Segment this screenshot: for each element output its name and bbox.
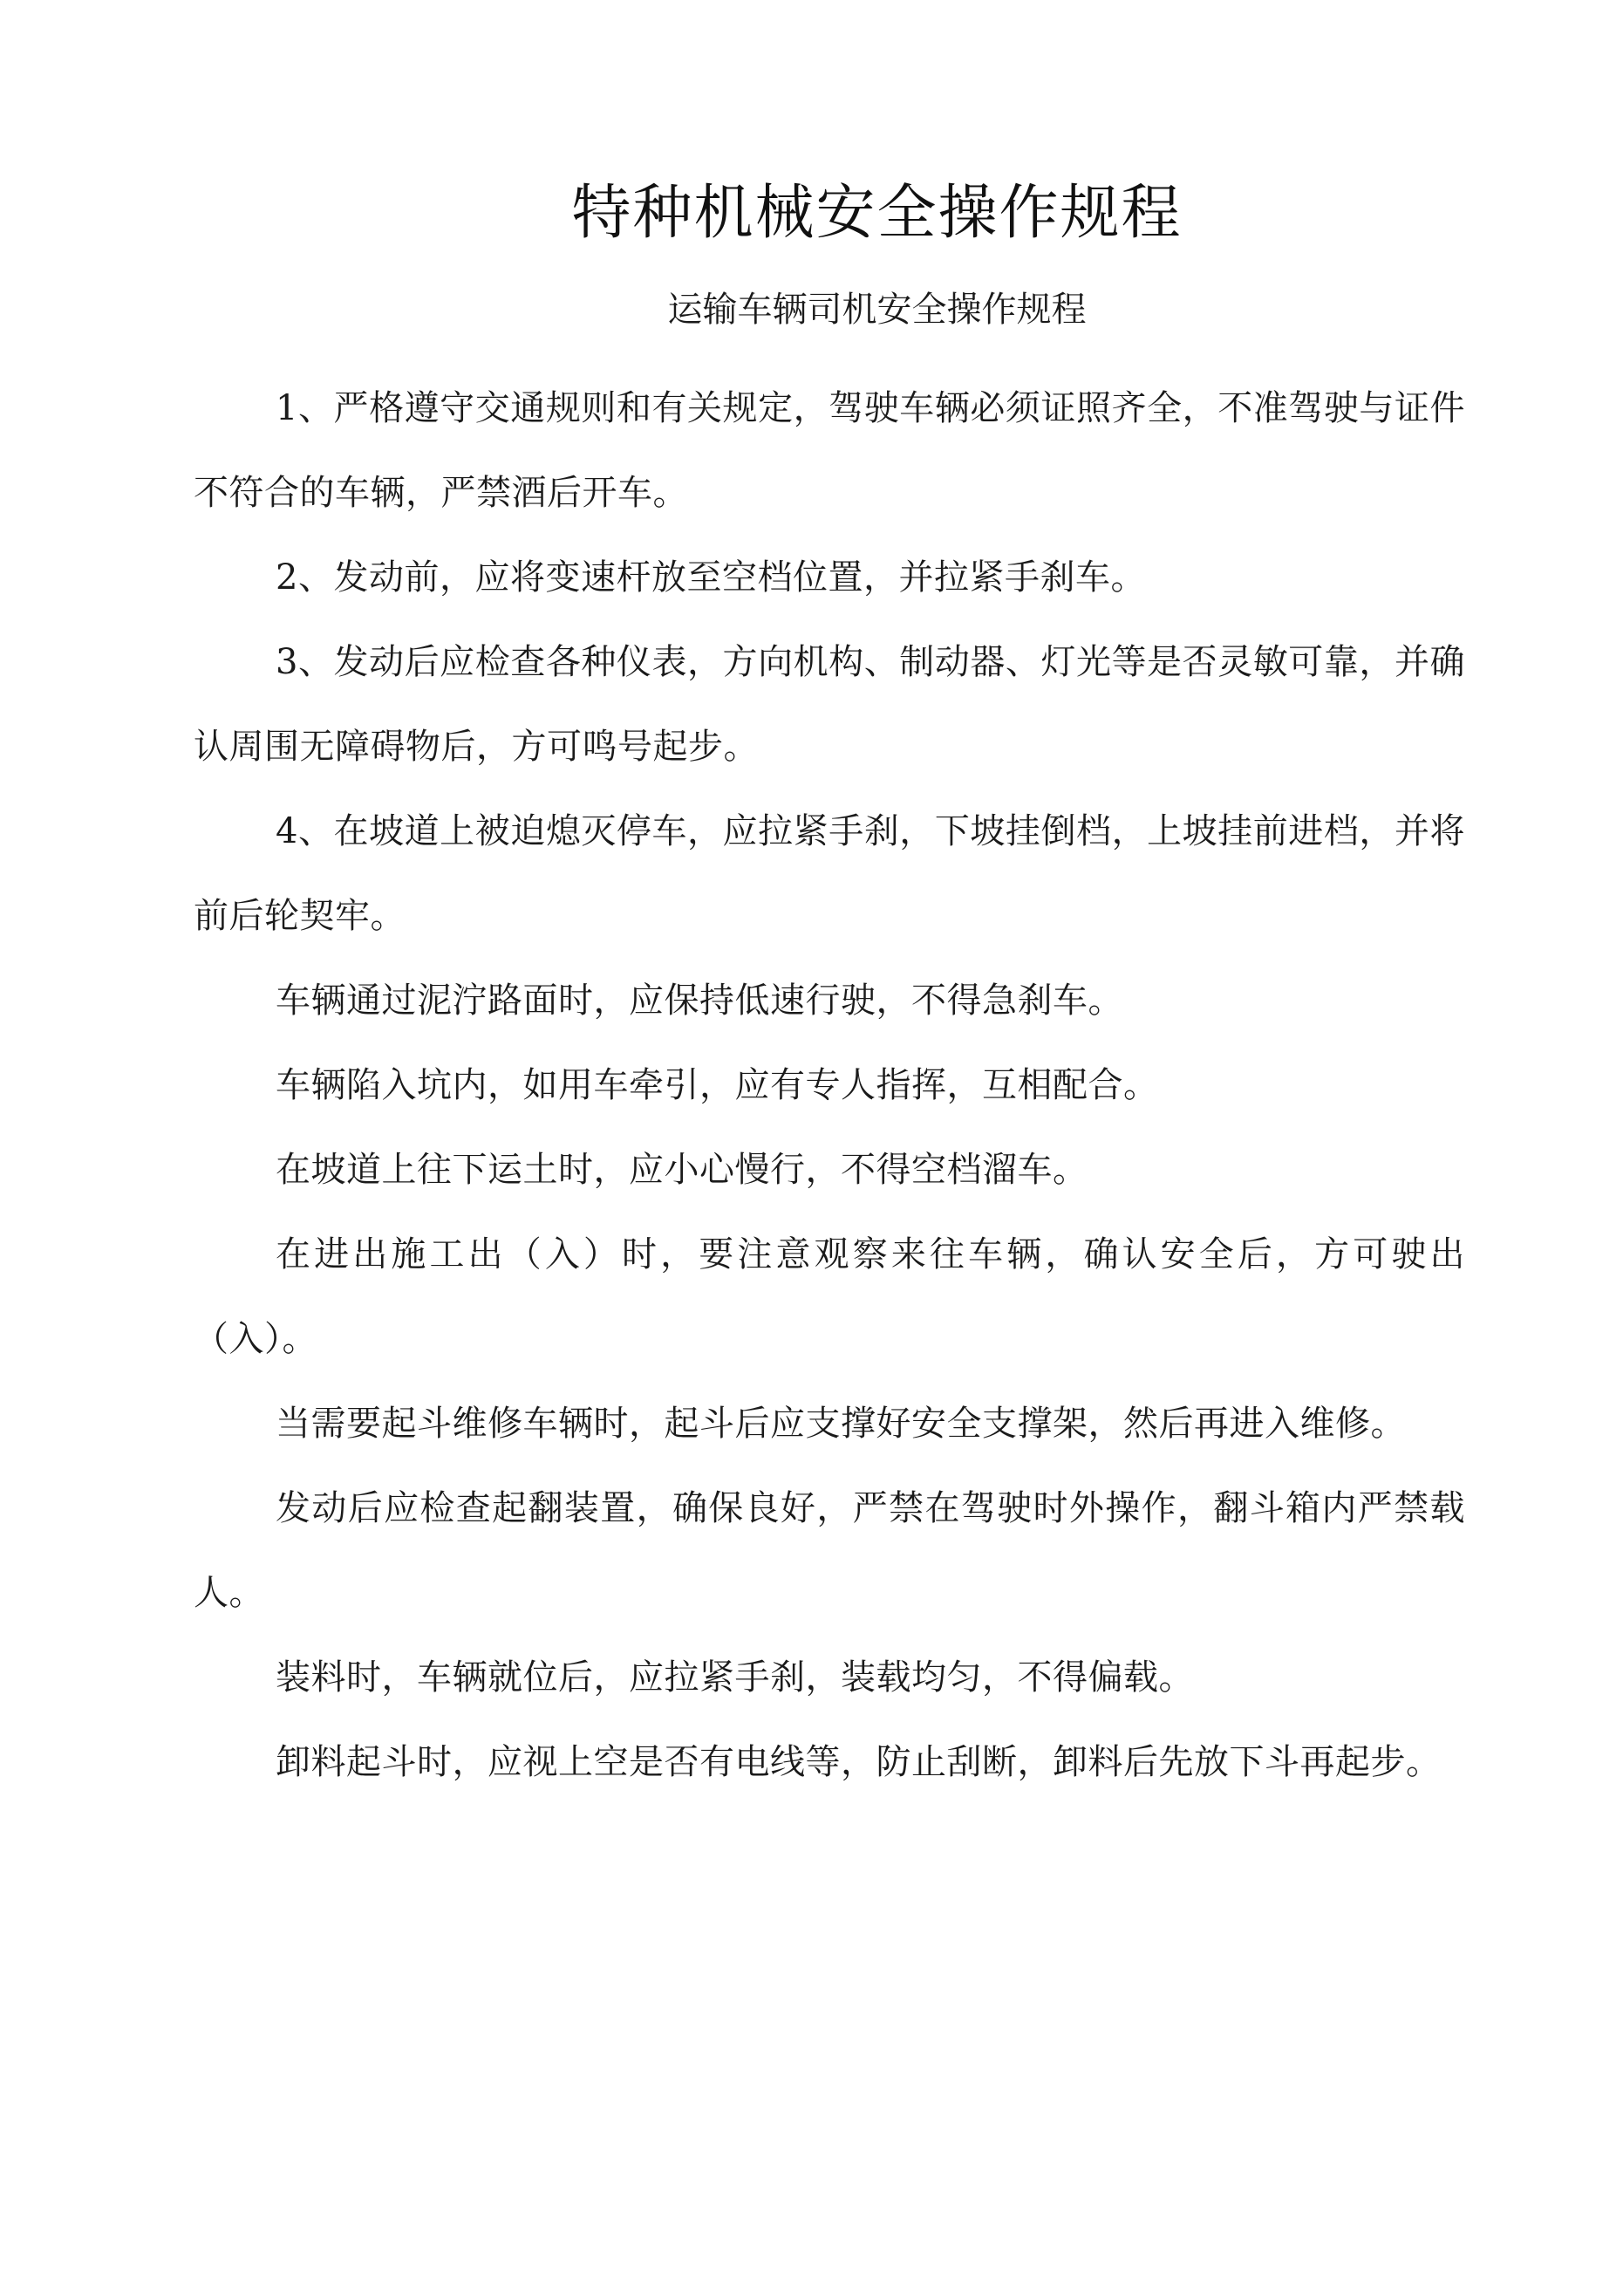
paragraph-10: 发动后应检查起翻装置，确保良好，严禁在驾驶时外操作，翻斗箱内严禁载人。 bbox=[194, 1488, 1465, 1613]
paragraph-8: 在进出施工出（入）时，要注意观察来往车辆，确认安全后，方可驶出（入）。 bbox=[194, 1234, 1465, 1359]
paragraph-5: 车辆通过泥泞路面时，应保持低速行驶，不得急刹车。 bbox=[276, 981, 1123, 1021]
paragraph-7: 在坡道上往下运土时，应小心慢行，不得空档溜车。 bbox=[276, 1150, 1088, 1190]
page-title: 特种机械安全操作规程 bbox=[571, 179, 1183, 248]
paragraph-3: 3、发动后应检查各种仪表，方向机构、制动器、灯光等是否灵敏可靠，并确认周围无障碍物后，方可鸣号起步。 bbox=[194, 642, 1465, 767]
paragraph-12: 卸料起斗时，应视上空是否有电线等，防止刮断，卸料后先放下斗再起步。 bbox=[276, 1742, 1442, 1782]
section-heading: 运输车辆司机安全操作规程 bbox=[667, 290, 1087, 330]
paragraph-1: 1、严格遵守交通规则和有关规定，驾驶车辆必须证照齐全，不准驾驶与证件不符合的车辆，严禁酒后开车。 bbox=[194, 388, 1465, 513]
paragraph-9: 当需要起斗维修车辆时，起斗后应支撑好安全支撑架，然后再进入维修。 bbox=[276, 1404, 1406, 1444]
paragraph-2: 2、发动前，应将变速杆放至空档位置，并拉紧手刹车。 bbox=[276, 557, 1146, 598]
paragraph-4: 4、在坡道上被迫熄灭停车，应拉紧手刹，下坡挂倒档，上坡挂前进档，并将前后轮契牢。 bbox=[194, 811, 1465, 936]
paragraph-6: 车辆陷入坑内，如用车牵引，应有专人指挥，互相配合。 bbox=[276, 1065, 1159, 1105]
document-body bbox=[194, 366, 1465, 1805]
paragraph-11: 装料时，车辆就位后，应拉紧手刹，装载均匀，不得偏载。 bbox=[276, 1657, 1194, 1698]
